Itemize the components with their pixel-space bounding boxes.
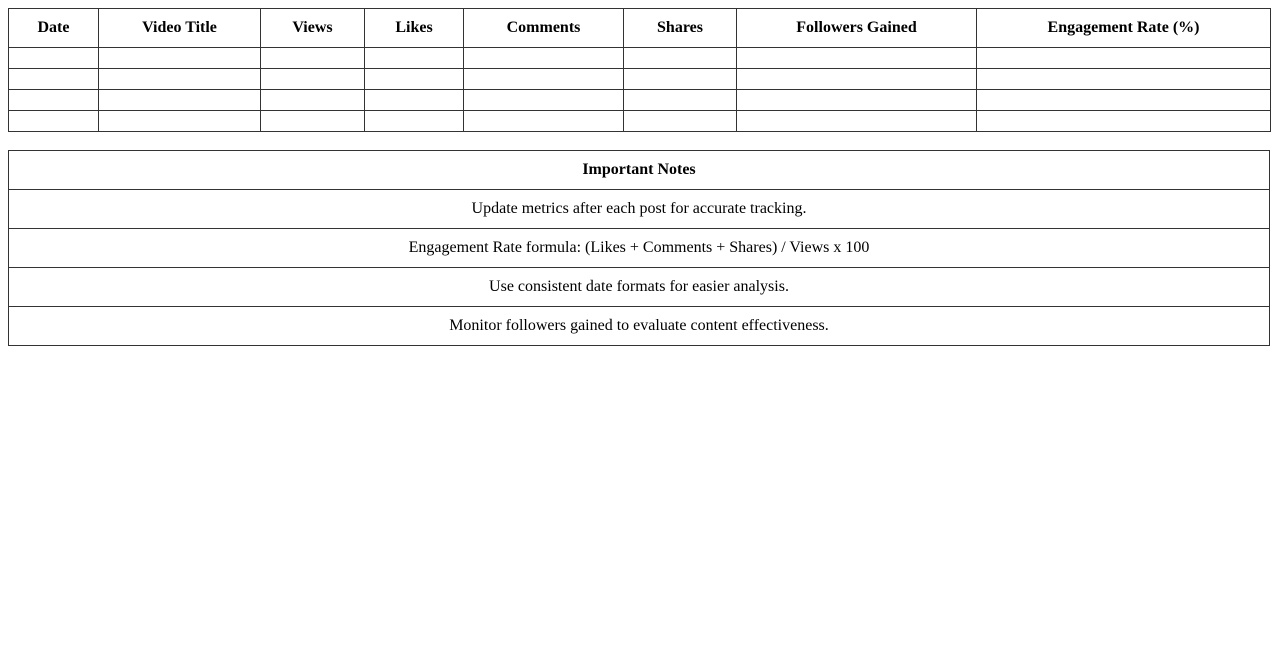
cell-followers-gained[interactable] bbox=[737, 111, 977, 132]
cell-engagement-rate[interactable] bbox=[977, 48, 1271, 69]
cell-views[interactable] bbox=[261, 48, 365, 69]
cell-shares[interactable] bbox=[624, 48, 737, 69]
table-row bbox=[9, 69, 1271, 90]
cell-followers-gained[interactable] bbox=[737, 69, 977, 90]
header-date: Date bbox=[9, 9, 99, 48]
cell-comments[interactable] bbox=[464, 90, 624, 111]
cell-comments[interactable] bbox=[464, 48, 624, 69]
cell-shares[interactable] bbox=[624, 90, 737, 111]
list-item bbox=[9, 190, 1270, 229]
cell-engagement-rate[interactable] bbox=[977, 69, 1271, 90]
cell-video-title[interactable] bbox=[99, 69, 261, 90]
notes-header-row bbox=[9, 151, 1270, 190]
cell-engagement-rate[interactable] bbox=[977, 90, 1271, 111]
cell-likes[interactable] bbox=[365, 48, 464, 69]
list-item bbox=[9, 268, 1270, 307]
cell-date[interactable] bbox=[9, 69, 99, 90]
header-comments: Comments bbox=[464, 9, 624, 48]
table-row bbox=[9, 90, 1271, 111]
list-item bbox=[9, 307, 1270, 346]
header-engagement-rate: Engagement Rate (%) bbox=[977, 9, 1271, 48]
note-text: Update metrics after each post for accurate tracking. bbox=[9, 190, 1270, 229]
cell-likes[interactable] bbox=[365, 90, 464, 111]
header-video-title: Video Title bbox=[99, 9, 261, 48]
metrics-tracker-table bbox=[8, 8, 1271, 132]
list-item bbox=[9, 229, 1270, 268]
cell-video-title[interactable] bbox=[99, 48, 261, 69]
table-row bbox=[9, 48, 1271, 69]
notes-title: Important Notes bbox=[9, 151, 1270, 190]
table-header-row bbox=[9, 9, 1271, 48]
header-shares: Shares bbox=[624, 9, 737, 48]
cell-comments[interactable] bbox=[464, 69, 624, 90]
note-text: Monitor followers gained to evaluate content effectiveness. bbox=[9, 307, 1270, 346]
important-notes-table bbox=[8, 150, 1270, 346]
table-row bbox=[9, 111, 1271, 132]
cell-views[interactable] bbox=[261, 90, 365, 111]
note-text: Engagement Rate formula: (Likes + Comments + Shares) / Views x 100 bbox=[9, 229, 1270, 268]
cell-views[interactable] bbox=[261, 111, 365, 132]
cell-views[interactable] bbox=[261, 69, 365, 90]
cell-engagement-rate[interactable] bbox=[977, 111, 1271, 132]
header-likes: Likes bbox=[365, 9, 464, 48]
cell-followers-gained[interactable] bbox=[737, 48, 977, 69]
note-text: Use consistent date formats for easier analysis. bbox=[9, 268, 1270, 307]
cell-video-title[interactable] bbox=[99, 90, 261, 111]
header-views: Views bbox=[261, 9, 365, 48]
cell-shares[interactable] bbox=[624, 69, 737, 90]
cell-date[interactable] bbox=[9, 48, 99, 69]
header-followers-gained: Followers Gained bbox=[737, 9, 977, 48]
cell-followers-gained[interactable] bbox=[737, 90, 977, 111]
cell-shares[interactable] bbox=[624, 111, 737, 132]
cell-video-title[interactable] bbox=[99, 111, 261, 132]
cell-comments[interactable] bbox=[464, 111, 624, 132]
cell-likes[interactable] bbox=[365, 111, 464, 132]
cell-date[interactable] bbox=[9, 111, 99, 132]
cell-date[interactable] bbox=[9, 90, 99, 111]
cell-likes[interactable] bbox=[365, 69, 464, 90]
